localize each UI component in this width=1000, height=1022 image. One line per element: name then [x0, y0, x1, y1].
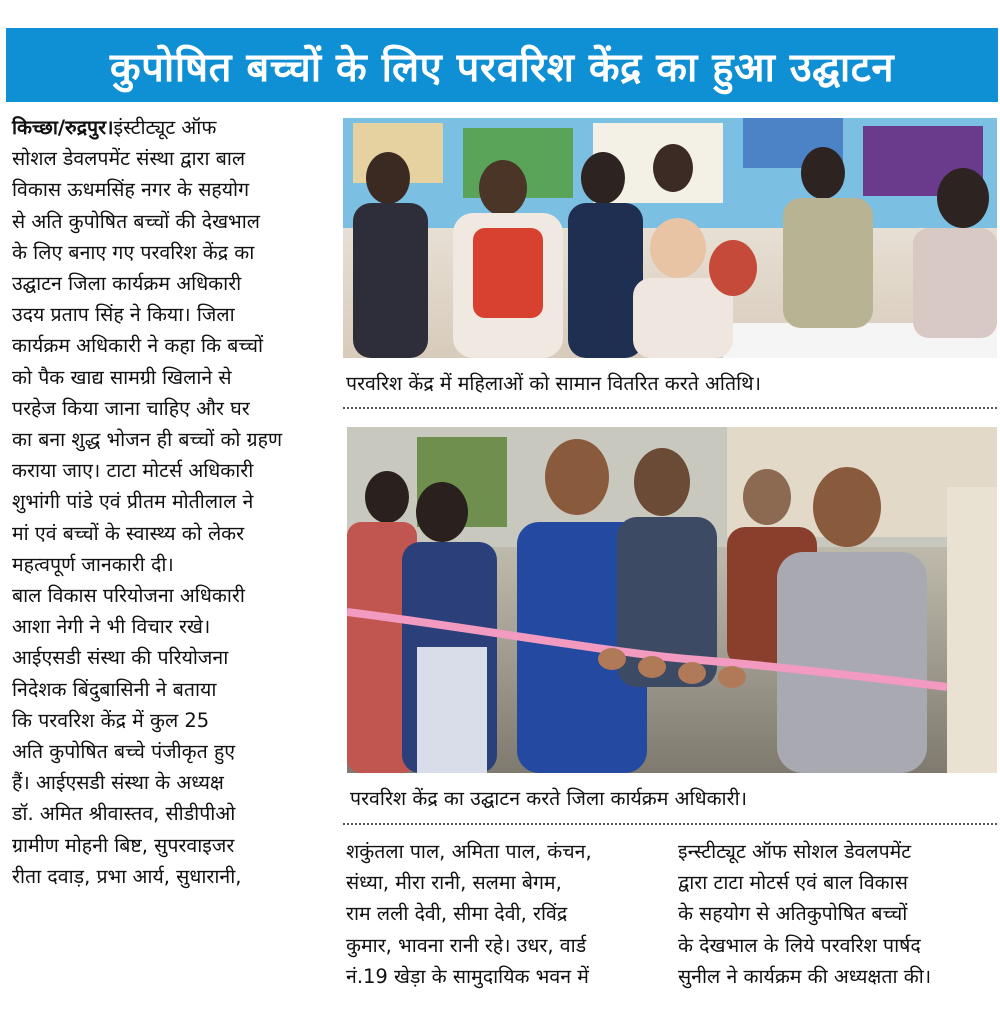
photo-distribution-caption: परवरिश केंद्र में महिलाओं को सामान वितरित करते अतिथि।: [346, 372, 761, 395]
article-column-3: इन्स्टीट्यूट ऑफ सोशल डेवलपमेंट द्वारा टाटा मोटर्स एवं बाल विकास के सहयोग से अतिकुपोषित बच्चों के देखभाल के लिये परवरिश पार्षद सुनील ने कार्यक्रम की अध्यक्षता की।: [678, 840, 932, 988]
photo-inauguration-illustration: [347, 427, 997, 773]
photo-inauguration: [347, 427, 997, 773]
headline: कुपोषित बच्चों के लिए परवरिश केंद्र का हुआ उद्घाटन: [109, 44, 895, 91]
article-column-1-text: इंस्टीट्यूट ऑफ सोशल डेवलपमेंट संस्था द्वारा बाल विकास ऊधमसिंह नगर के सहयोग से अति कुपोषित बच्चों की देखभाल के लिए बनाए गए परवरिश केंद्र का उद्घाटन जिला कार्यक्रम अधिकारी उदय प्रताप सिंह ने किया। जिला कार्यक्रम अधिकारी ने कहा कि बच्चों को पैक खाद्य सामग्री खिलाने से परहेज किया जाना चाहिए और घर का बना शुद्ध भोजन ही बच्चों को ग्रहण कराया जाए। टाटा मोटर्स अधिकारी शुभांगी पांडे एवं प्रीतम मोतीलाल ने मां एवं बच्चों के स्वास्थ्य को लेकर महत्वपूर्ण जानकारी दी। बाल विकास परियोजना अधिकारी आशा नेगी ने भी विचार रखे। आईएसडी संस्था की परियोजना निदेशक बिंदुबासिनी ने बताया कि परवरिश केंद्र में कुल 25 अति कुपोषित बच्चे पंजीकृत हुए हैं। आईएसडी संस्था के अध्यक्ष डॉ. अमित श्रीवास्तव, सीडीपीओ ग्रामीण मोहनी बिष्ट, सुपरवाइजर रीता दवाड़, प्रभा आर्य, सुधारानी,: [12, 116, 283, 888]
photo-inauguration-caption: परवरिश केंद्र का उद्घाटन करते जिला कार्यक्रम अधिकारी।: [350, 787, 748, 810]
headline-banner: [6, 28, 998, 102]
photo-distribution-illustration: [343, 118, 997, 358]
photo-distribution: [343, 118, 997, 358]
caption-divider: [343, 407, 997, 409]
article-column-1: [12, 112, 334, 892]
dateline: किच्छा/रुद्रपुर।: [12, 116, 114, 139]
article-column-2: शकुंतला पाल, अमिता पाल, कंचन, संध्या, मीरा रानी, सलमा बेगम, राम लली देवी, सीमा देवी, रविंद्र कुमार, भावना रानी रहे। उधर, वार्ड नं.19 खेड़ा के सामुदायिक भवन में: [346, 840, 592, 988]
caption-divider-2: [343, 823, 997, 825]
